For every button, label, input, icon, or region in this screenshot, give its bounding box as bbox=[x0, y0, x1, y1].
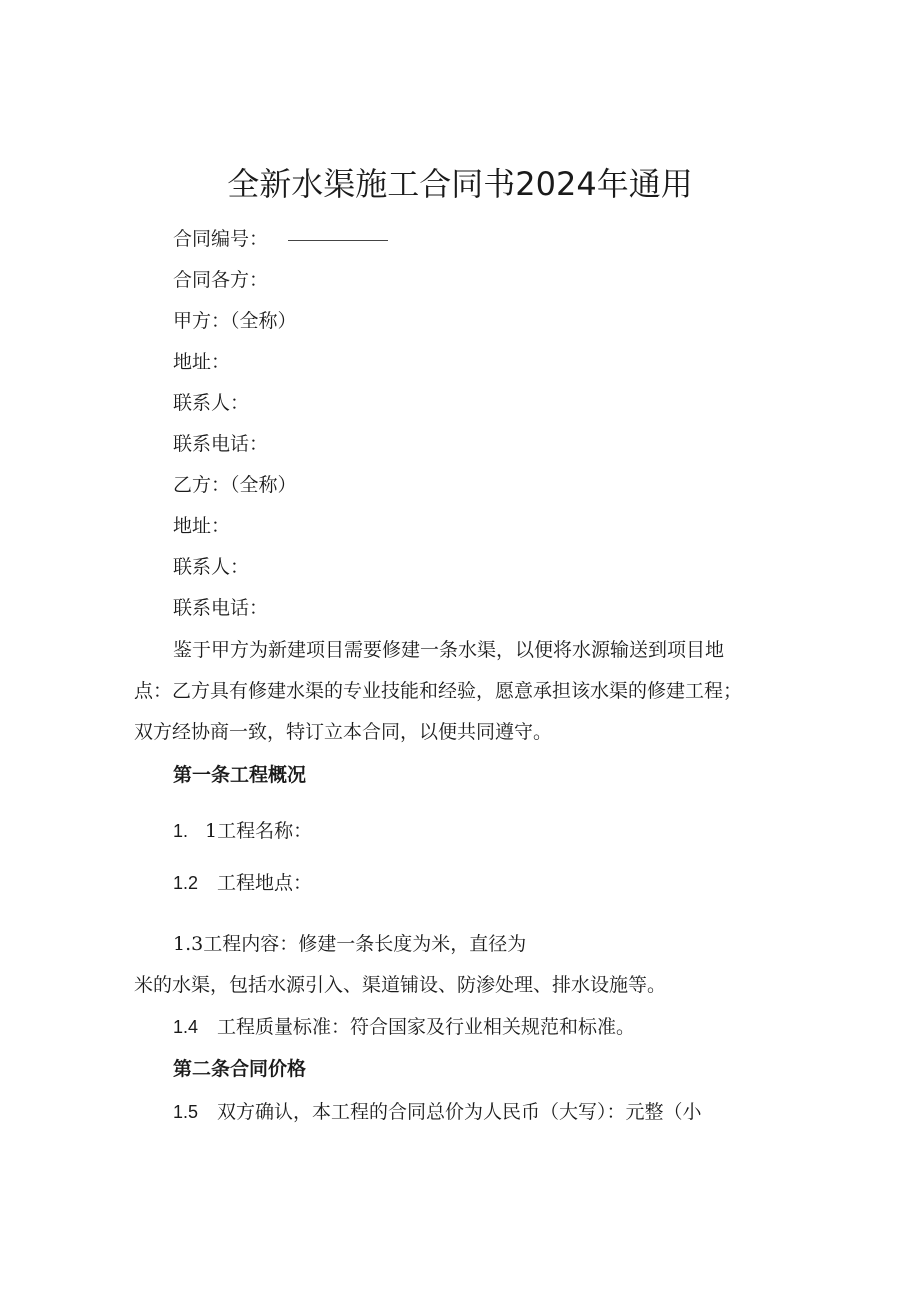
contract-number-line bbox=[173, 225, 388, 253]
item-1-2 bbox=[173, 869, 312, 897]
preamble-line-3: 双方经协商一致，特订立本合同，以便共同遵守。 bbox=[134, 721, 553, 743]
preamble-line-1: 鉴于甲方为新建项目需要修建一条水渠，以便将水源输送到项目地 bbox=[173, 639, 725, 661]
party-a-phone: 联系电话： bbox=[173, 433, 269, 455]
item-1-1-number: 1. bbox=[173, 821, 189, 841]
party-b-address: 地址： bbox=[173, 515, 231, 537]
party-b-contact: 联系人： bbox=[173, 556, 250, 578]
party-a: 甲方：（全称） bbox=[173, 310, 297, 332]
item-1-5 bbox=[173, 1098, 702, 1126]
item-1-3-line-2: 米的水渠，包括水源引入、渠道铺设、防渗处理、排水设施等。 bbox=[134, 974, 667, 996]
item-1-3-line-1: 1.3工程内容：修建一条长度为米，直径为 bbox=[173, 933, 527, 955]
document-title: 全新水渠施工合同书2024年通用 bbox=[227, 165, 693, 203]
article-2-heading: 第二条合同价格 bbox=[173, 1058, 307, 1080]
party-a-contact: 联系人： bbox=[173, 392, 250, 414]
contract-number-blank bbox=[288, 239, 388, 241]
item-1-1 bbox=[173, 817, 312, 845]
item-1-1-text: 1工程名称： bbox=[205, 820, 313, 842]
contract-number-label: 合同编号： bbox=[173, 228, 269, 250]
item-1-5-text: 双方确认，本工程的合同总价为人民币（大写）：元整（小 bbox=[217, 1101, 702, 1123]
article-1-heading: 第一条工程概况 bbox=[173, 764, 307, 786]
item-1-2-text: 工程地点： bbox=[217, 872, 313, 894]
item-1-4 bbox=[173, 1013, 635, 1041]
item-1-4-text: 工程质量标准：符合国家及行业相关规范和标准。 bbox=[217, 1016, 636, 1038]
item-1-4-number: 1.4 bbox=[173, 1017, 199, 1037]
preamble-line-2: 点：乙方具有修建水渠的专业技能和经验，愿意承担该水渠的修建工程； bbox=[134, 680, 743, 702]
item-1-2-number: 1.2 bbox=[173, 873, 199, 893]
party-b: 乙方：（全称） bbox=[173, 474, 297, 496]
item-1-5-number: 1.5 bbox=[173, 1102, 199, 1122]
party-b-phone: 联系电话： bbox=[173, 597, 269, 619]
party-a-address: 地址： bbox=[173, 351, 231, 373]
parties-label: 合同各方： bbox=[173, 269, 269, 291]
